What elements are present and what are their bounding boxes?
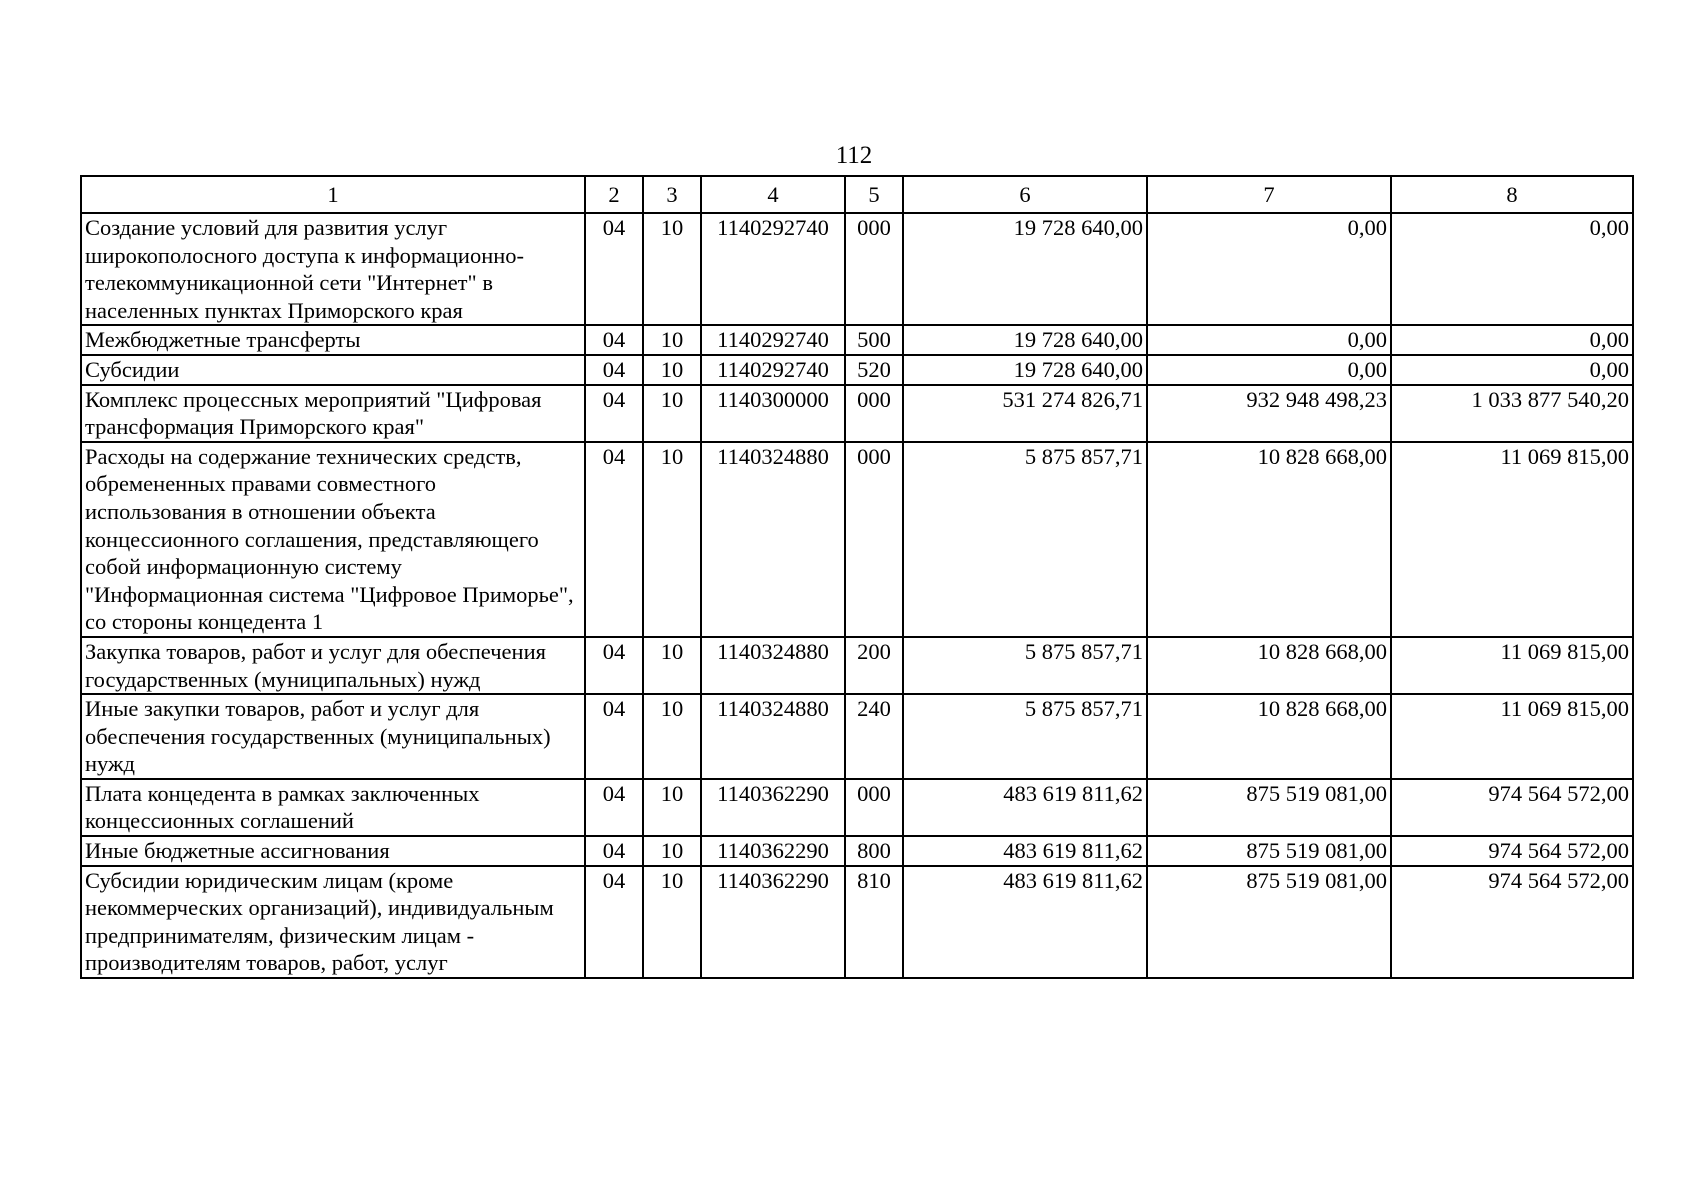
header-row <box>81 176 1633 213</box>
column-header-5: 5 <box>845 176 903 213</box>
section-code: 04 <box>585 836 643 866</box>
section-code: 04 <box>585 385 643 442</box>
amount-col-6: 5 875 857,71 <box>903 637 1147 694</box>
table-row <box>81 385 1633 442</box>
column-header-6: 6 <box>903 176 1147 213</box>
section-code: 04 <box>585 637 643 694</box>
amount-col-7: 875 519 081,00 <box>1147 779 1391 836</box>
subsection-code: 10 <box>643 836 701 866</box>
row-name: Комплекс процессных мероприятий "Цифровая трансформация Приморского края" <box>81 385 585 442</box>
amount-col-7: 875 519 081,00 <box>1147 866 1391 978</box>
row-name: Создание условий для развития услуг широкополосного доступа к информационно-телекоммуникационной сети "Интернет" в населенных пунктах Приморского края <box>81 213 585 325</box>
target-article-code: 1140362290 <box>701 836 845 866</box>
row-name: Иные закупки товаров, работ и услуг для обеспечения государственных (муниципальных) нужд <box>81 694 585 779</box>
subsection-code: 10 <box>643 866 701 978</box>
table-row <box>81 637 1633 694</box>
amount-col-8: 1 033 877 540,20 <box>1391 385 1633 442</box>
amount-col-8: 0,00 <box>1391 355 1633 385</box>
subsection-code: 10 <box>643 325 701 355</box>
table-row <box>81 694 1633 779</box>
column-header-4: 4 <box>701 176 845 213</box>
section-code: 04 <box>585 779 643 836</box>
table-row <box>81 213 1633 325</box>
table-row <box>81 325 1633 355</box>
expense-type-code: 810 <box>845 866 903 978</box>
expense-type-code: 240 <box>845 694 903 779</box>
section-code: 04 <box>585 694 643 779</box>
subsection-code: 10 <box>643 442 701 637</box>
amount-col-6: 483 619 811,62 <box>903 866 1147 978</box>
amount-col-8: 0,00 <box>1391 213 1633 325</box>
expense-type-code: 800 <box>845 836 903 866</box>
row-name: Расходы на содержание технических средств, обремененных правами совместного использования в отношении объекта концессионного соглашения, представляющего собой информационную систему "Информационная система "Цифровое Приморье", со стороны концедента 1 <box>81 442 585 637</box>
row-name: Плата концедента в рамках заключенных концессионных соглашений <box>81 779 585 836</box>
target-article-code: 1140292740 <box>701 355 845 385</box>
amount-col-7: 0,00 <box>1147 325 1391 355</box>
amount-col-6: 5 875 857,71 <box>903 442 1147 637</box>
section-code: 04 <box>585 355 643 385</box>
amount-col-6: 483 619 811,62 <box>903 836 1147 866</box>
section-code: 04 <box>585 442 643 637</box>
amount-col-6: 19 728 640,00 <box>903 355 1147 385</box>
expense-type-code: 520 <box>845 355 903 385</box>
amount-col-7: 10 828 668,00 <box>1147 637 1391 694</box>
budget-table <box>80 175 1634 979</box>
row-name: Иные бюджетные ассигнования <box>81 836 585 866</box>
amount-col-8: 974 564 572,00 <box>1391 836 1633 866</box>
target-article-code: 1140292740 <box>701 325 845 355</box>
section-code: 04 <box>585 325 643 355</box>
amount-col-7: 875 519 081,00 <box>1147 836 1391 866</box>
amount-col-6: 19 728 640,00 <box>903 213 1147 325</box>
table-row <box>81 866 1633 978</box>
subsection-code: 10 <box>643 637 701 694</box>
target-article-code: 1140292740 <box>701 213 845 325</box>
subsection-code: 10 <box>643 213 701 325</box>
amount-col-8: 974 564 572,00 <box>1391 866 1633 978</box>
expense-type-code: 000 <box>845 779 903 836</box>
table-row <box>81 836 1633 866</box>
expense-type-code: 000 <box>845 442 903 637</box>
table-row <box>81 355 1633 385</box>
amount-col-6: 5 875 857,71 <box>903 694 1147 779</box>
amount-col-7: 0,00 <box>1147 355 1391 385</box>
amount-col-8: 11 069 815,00 <box>1391 694 1633 779</box>
target-article-code: 1140324880 <box>701 637 845 694</box>
expense-type-code: 200 <box>845 637 903 694</box>
amount-col-7: 0,00 <box>1147 213 1391 325</box>
expense-type-code: 000 <box>845 213 903 325</box>
target-article-code: 1140324880 <box>701 694 845 779</box>
row-name: Закупка товаров, работ и услуг для обеспечения государственных (муниципальных) нужд <box>81 637 585 694</box>
subsection-code: 10 <box>643 355 701 385</box>
column-header-3: 3 <box>643 176 701 213</box>
page-number: 112 <box>835 142 873 169</box>
section-code: 04 <box>585 213 643 325</box>
column-header-8: 8 <box>1391 176 1633 213</box>
subsection-code: 10 <box>643 385 701 442</box>
amount-col-8: 974 564 572,00 <box>1391 779 1633 836</box>
amount-col-6: 531 274 826,71 <box>903 385 1147 442</box>
expense-type-code: 000 <box>845 385 903 442</box>
target-article-code: 1140300000 <box>701 385 845 442</box>
subsection-code: 10 <box>643 779 701 836</box>
amount-col-8: 0,00 <box>1391 325 1633 355</box>
table-row <box>81 442 1633 637</box>
row-name: Субсидии юридическим лицам (кроме некоммерческих организаций), индивидуальным предпринимателям, физическим лицам - производителям товаров, работ, услуг <box>81 866 585 978</box>
amount-col-8: 11 069 815,00 <box>1391 442 1633 637</box>
row-name: Межбюджетные трансферты <box>81 325 585 355</box>
amount-col-7: 932 948 498,23 <box>1147 385 1391 442</box>
amount-col-6: 19 728 640,00 <box>903 325 1147 355</box>
column-header-7: 7 <box>1147 176 1391 213</box>
table-row <box>81 779 1633 836</box>
amount-col-7: 10 828 668,00 <box>1147 442 1391 637</box>
amount-col-8: 11 069 815,00 <box>1391 637 1633 694</box>
subsection-code: 10 <box>643 694 701 779</box>
column-header-2: 2 <box>585 176 643 213</box>
expense-type-code: 500 <box>845 325 903 355</box>
target-article-code: 1140362290 <box>701 866 845 978</box>
section-code: 04 <box>585 866 643 978</box>
column-header-1: 1 <box>81 176 585 213</box>
row-name: Субсидии <box>81 355 585 385</box>
target-article-code: 1140324880 <box>701 442 845 637</box>
target-article-code: 1140362290 <box>701 779 845 836</box>
amount-col-7: 10 828 668,00 <box>1147 694 1391 779</box>
amount-col-6: 483 619 811,62 <box>903 779 1147 836</box>
